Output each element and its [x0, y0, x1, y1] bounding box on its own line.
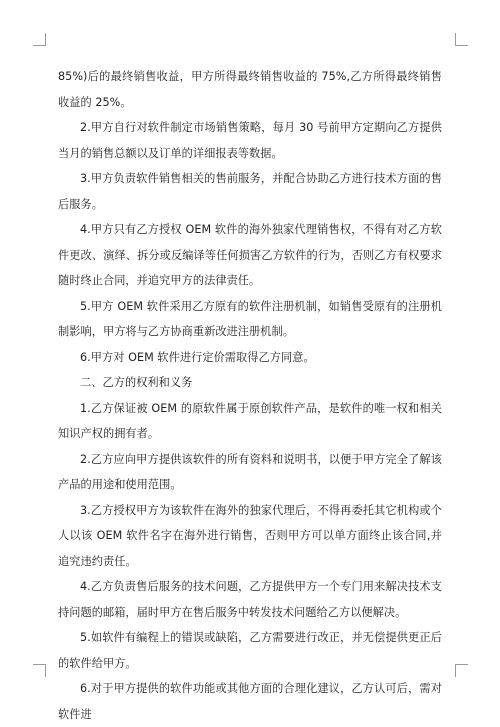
section-heading-party-b: 二、乙方的权利和义务 — [80, 376, 193, 389]
crop-mark-top-right — [455, 33, 468, 46]
crop-mark-bottom-left — [33, 664, 46, 677]
paragraph-party-b-clause-6: 6.对于甲方提供的软件功能或其他方面的合理化建议，乙方认可后，需对软件进 — [58, 682, 442, 721]
paragraph-party-b-clause-3: 3.乙方授权甲方为该软件在海外的独家代理后，不得再委托其它机构或个人以该 OEM 软件名字在海外进行销售，否则甲方可以单方面终止该合同,并追究违约责任。 — [58, 503, 442, 568]
crop-mark-top-left — [33, 33, 46, 46]
paragraph-party-b-clause-5: 5.如软件有编程上的错误或缺陷，乙方需要进行改正，并无偿提供更正后的软件给甲方。 — [58, 631, 442, 670]
paragraph-party-a-clause-4: 4.甲方只有乙方授权 OEM 软件的海外独家代理销售权，不得有对乙方软件更改、演绎、拆分或反编译等任何损害乙方软件的行为，否则乙方有权要求随时终止合同，并追究甲方的法律责任。 — [58, 223, 442, 287]
crop-mark-bottom-right — [455, 664, 468, 677]
paragraph-party-a-clause-6: 6.甲方对 OEM 软件进行定价需取得乙方同意。 — [80, 350, 315, 364]
paragraph-party-b-clause-4: 4.乙方负责售后服务的技术问题，乙方提供甲方一个专门用来解决技术支持问题的邮箱，届时甲方在售后服务中转发技术问题给乙方以便解决。 — [58, 580, 442, 619]
paragraph-party-a-clause-3: 3.甲方负责软件销售相关的售前服务，并配合协助乙方进行技术方面的售后服务。 — [58, 172, 442, 211]
document-body — [58, 64, 442, 727]
paragraph-party-a-clause-5: 5.甲方 OEM 软件采用乙方原有的软件注册机制，如销售受原有的注册机制影响，甲方将与乙方协商重新改进注册机制。 — [58, 299, 442, 338]
paragraph-party-a-clause-2: 2.甲方自行对软件制定市场销售策略，每月 30 号前甲方定期向乙方提供当月的销售总额以及订单的详细报表等数据。 — [58, 121, 442, 160]
paragraph-continuation: 85%)后的最终销售收益，甲方所得最终销售收益的 75%,乙方所得最终销售收益的 25%。 — [58, 70, 442, 109]
paragraph-party-b-clause-1: 1.乙方保证被 OEM 的原软件属于原创软件产品，是软件的唯一权和相关知识产权的拥有者。 — [58, 401, 442, 440]
paragraph-party-b-clause-2: 2.乙方应向甲方提供该软件的所有资料和说明书，以便于甲方完全了解该产品的用途和使用范围。 — [58, 452, 442, 491]
